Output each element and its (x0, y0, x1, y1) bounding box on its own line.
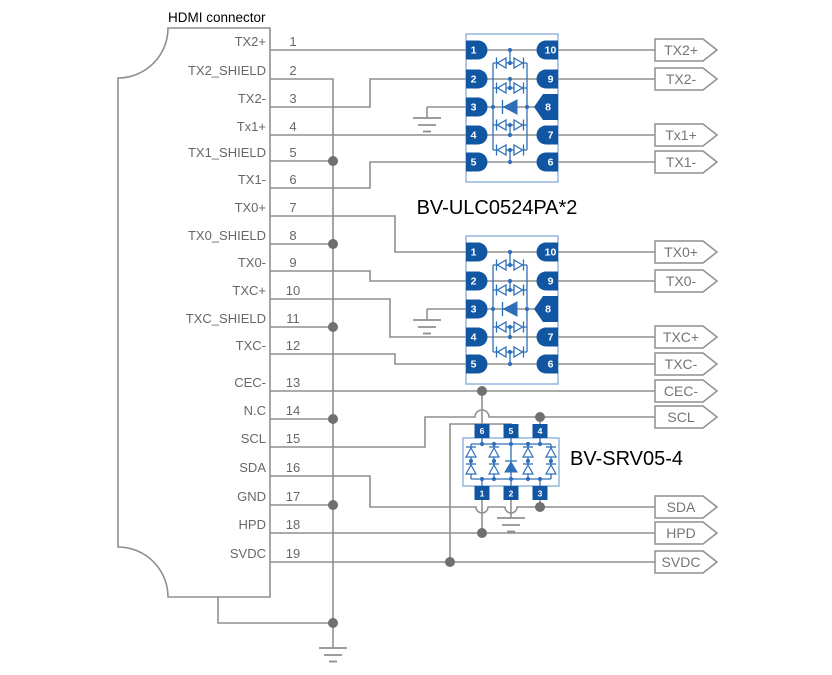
junction-dot (328, 618, 338, 628)
ic-ulc-bottom-pin-left (466, 355, 488, 374)
ic-label-ulc: BV-ULC0524PA*2 (416, 197, 578, 219)
pin-name: TX2_SHIELD (187, 63, 266, 78)
output-tag-SVDC (655, 551, 717, 573)
output-tag-SCL (655, 406, 717, 428)
ic-pin-number: 9 (547, 275, 554, 288)
ic-pin-number: 9 (547, 73, 554, 86)
ic-ulc-top-pin-left (466, 70, 487, 89)
output-tag-label: HPD (666, 525, 696, 541)
output-tag-CEC- (655, 380, 717, 402)
ic-ulc-bottom-pin-left (466, 272, 488, 291)
junction-dot (328, 500, 338, 510)
pin-number: 4 (289, 119, 297, 134)
pin-number: 2 (289, 63, 297, 78)
pin-name: GND (237, 489, 266, 504)
ic-pin-number: 3 (470, 101, 477, 114)
pin-name: TX0_SHIELD (187, 228, 266, 243)
output-tag-label: Tx1+ (665, 127, 697, 143)
ic-pin-number: 2 (470, 73, 477, 86)
pin-name: CEC- (234, 375, 266, 390)
output-tag-TX0- (655, 270, 717, 292)
wire-pin-6 (270, 162, 655, 188)
junction-dot (328, 414, 338, 424)
ground-symbol (497, 518, 525, 532)
ic-pin-number: 7 (547, 331, 554, 344)
output-tag-TX2+ (655, 39, 717, 61)
ic-internal-node (480, 477, 484, 481)
ic-pin-number: 5 (470, 358, 477, 371)
output-tag-TX2- (655, 68, 717, 90)
ic-internal-node (508, 123, 512, 127)
pin-name: TXC+ (232, 283, 266, 298)
ic-pin-number: 6 (547, 358, 554, 371)
ic-internal-node (508, 250, 512, 254)
pin-name: Tx1+ (236, 119, 266, 134)
pin-number: 10 (285, 283, 301, 298)
pin-number: 19 (285, 546, 301, 561)
ic-internal-node (469, 459, 473, 463)
output-tag-label: CEC- (663, 383, 699, 399)
output-tag-label: TXC- (664, 356, 698, 372)
ic-internal-node (492, 477, 496, 481)
junction-dot (477, 528, 487, 538)
ic-internal-node (508, 48, 512, 52)
pin-number: 5 (289, 145, 297, 160)
ic-internal-node (491, 307, 495, 311)
wire-pin-12 (270, 354, 655, 364)
pin-name: HPD (238, 517, 266, 532)
pin-name: TX1_SHIELD (187, 145, 266, 160)
pin-number: 16 (285, 460, 301, 475)
ic-internal-node (508, 279, 512, 283)
junction-dot (535, 412, 545, 422)
ic-ulc-top-pin-left (466, 153, 488, 172)
ic-internal-node (526, 442, 530, 446)
pin-number: 12 (285, 338, 301, 353)
ic-internal-node (508, 263, 512, 267)
output-tag-label: SVDC (661, 554, 701, 570)
ic-internal-node (492, 459, 496, 463)
ic-pin-number: 2 (508, 488, 514, 499)
output-tag-label: TX2- (665, 71, 697, 87)
pin-number: 1 (289, 34, 297, 49)
output-tag-Tx1+ (655, 124, 717, 146)
ic-pin-number: 8 (545, 101, 551, 114)
ic-internal-node (508, 61, 512, 65)
pin-name: SVDC (229, 546, 266, 561)
pin-name: TXC- (235, 338, 266, 353)
ic-internal-node (525, 105, 529, 109)
ic-internal-node (508, 325, 512, 329)
output-tag-HPD (655, 522, 717, 544)
pin-number: 13 (285, 375, 301, 390)
pin-name: TX0+ (234, 200, 266, 215)
ic-internal-node (549, 459, 553, 463)
ic-ulc-bottom-pin-left (466, 243, 488, 262)
pin-name: SCL (240, 431, 266, 446)
junction-dot (328, 239, 338, 249)
output-tag-label: TXC+ (662, 329, 700, 345)
pin-number: 7 (289, 200, 297, 215)
output-tag-label: TX0+ (664, 244, 698, 260)
ic-pin-number: 1 (470, 44, 477, 57)
wire-pin-10 (270, 299, 655, 337)
ic-pin-number: 6 (479, 426, 485, 436)
wire-pin-7 (270, 216, 655, 252)
junction-dot (328, 156, 338, 166)
output-tag-label: TX2+ (664, 42, 698, 58)
ic-internal-node (491, 105, 495, 109)
pin-name: TX2- (237, 91, 266, 106)
ic-internal-node (538, 442, 542, 446)
pin-name: TX2+ (234, 34, 266, 49)
output-tag-TXC- (655, 353, 717, 375)
pin-number: 6 (289, 172, 297, 187)
pin-number: 3 (289, 91, 297, 106)
ic-pin-number: 10 (544, 44, 557, 57)
ic-pin-number: 6 (547, 156, 554, 169)
connector-title: HDMI connector (168, 10, 266, 25)
wire-pin-3 (270, 79, 655, 107)
pin-name: SDA (239, 460, 266, 475)
ground-symbol (413, 320, 441, 334)
ic-internal-node (508, 350, 512, 354)
junction-dot (328, 322, 338, 332)
junction-dot (477, 386, 487, 396)
pin-name: TX0- (237, 255, 266, 270)
ic-ulc-top-pin-left (466, 98, 488, 117)
output-tag-label: SDA (666, 499, 696, 515)
ic-internal-node (480, 442, 484, 446)
ic-pin-number: 4 (537, 426, 543, 436)
ic-internal-node (538, 477, 542, 481)
ic-label-srv: BV-SRV05-4 (570, 448, 684, 470)
wire-pin-9 (270, 271, 655, 281)
ic-ulc-top-pin-left (466, 126, 488, 145)
pin-number: 9 (289, 255, 297, 270)
ic-pin-number: 8 (545, 303, 551, 316)
ic-internal-node (508, 288, 512, 292)
ic-pin-number: 5 (470, 156, 477, 169)
output-tag-label: SCL (667, 409, 695, 425)
connector-ground-stub (218, 597, 333, 623)
pin-number: 14 (285, 403, 301, 418)
ic-internal-node (525, 307, 529, 311)
ic-pin-number: 10 (544, 246, 557, 259)
output-tag-TXC+ (655, 326, 717, 348)
output-tag-TX0+ (655, 241, 717, 263)
pin-number: 18 (285, 517, 301, 532)
ic-internal-node (508, 362, 512, 366)
output-tag-label: TX1- (665, 154, 697, 170)
junction-dot (535, 502, 545, 512)
ic-pin-number: 4 (470, 331, 477, 344)
ic-internal-node (508, 148, 512, 152)
ic-internal-node (526, 459, 530, 463)
ic-pin-number: 1 (479, 488, 485, 499)
output-tag-SDA (655, 496, 717, 518)
ic-pin-number: 3 (470, 303, 477, 316)
pin-name: N.C (243, 403, 266, 418)
pin-number: 8 (289, 228, 297, 243)
ic-internal-node (509, 477, 513, 481)
ic-pin-number: 2 (470, 275, 477, 288)
ic-internal-node (509, 442, 513, 446)
ground-symbol (319, 648, 347, 662)
ic-internal-node (508, 335, 512, 339)
pin-number: 11 (286, 311, 300, 326)
pin-name: TX1- (237, 172, 266, 187)
ic-internal-node (526, 477, 530, 481)
ic-internal-node (492, 442, 496, 446)
ic-internal-node (508, 160, 512, 164)
ic-internal-node (508, 86, 512, 90)
ic-ulc-bottom-pin-left (466, 300, 488, 319)
junction-dot (445, 557, 455, 567)
pin-number: 15 (285, 431, 301, 446)
output-tag-label: TX0- (665, 273, 697, 289)
pin-number: 17 (285, 489, 301, 504)
pin-name: TXC_SHIELD (185, 311, 266, 326)
ic-pin-number: 1 (470, 246, 477, 259)
ic-ulc-top-pin-left (466, 41, 488, 60)
output-tag-TX1- (655, 151, 717, 173)
ic-pin-number: 7 (547, 129, 554, 142)
ground-symbol (413, 118, 441, 132)
ic-pin-number: 3 (537, 488, 543, 499)
ic-pin-number: 5 (508, 426, 514, 436)
ic-pin-number: 4 (470, 129, 477, 142)
ic-internal-node (508, 77, 512, 81)
ic-internal-node (508, 133, 512, 137)
ic-ulc-bottom-pin-left (466, 328, 488, 347)
